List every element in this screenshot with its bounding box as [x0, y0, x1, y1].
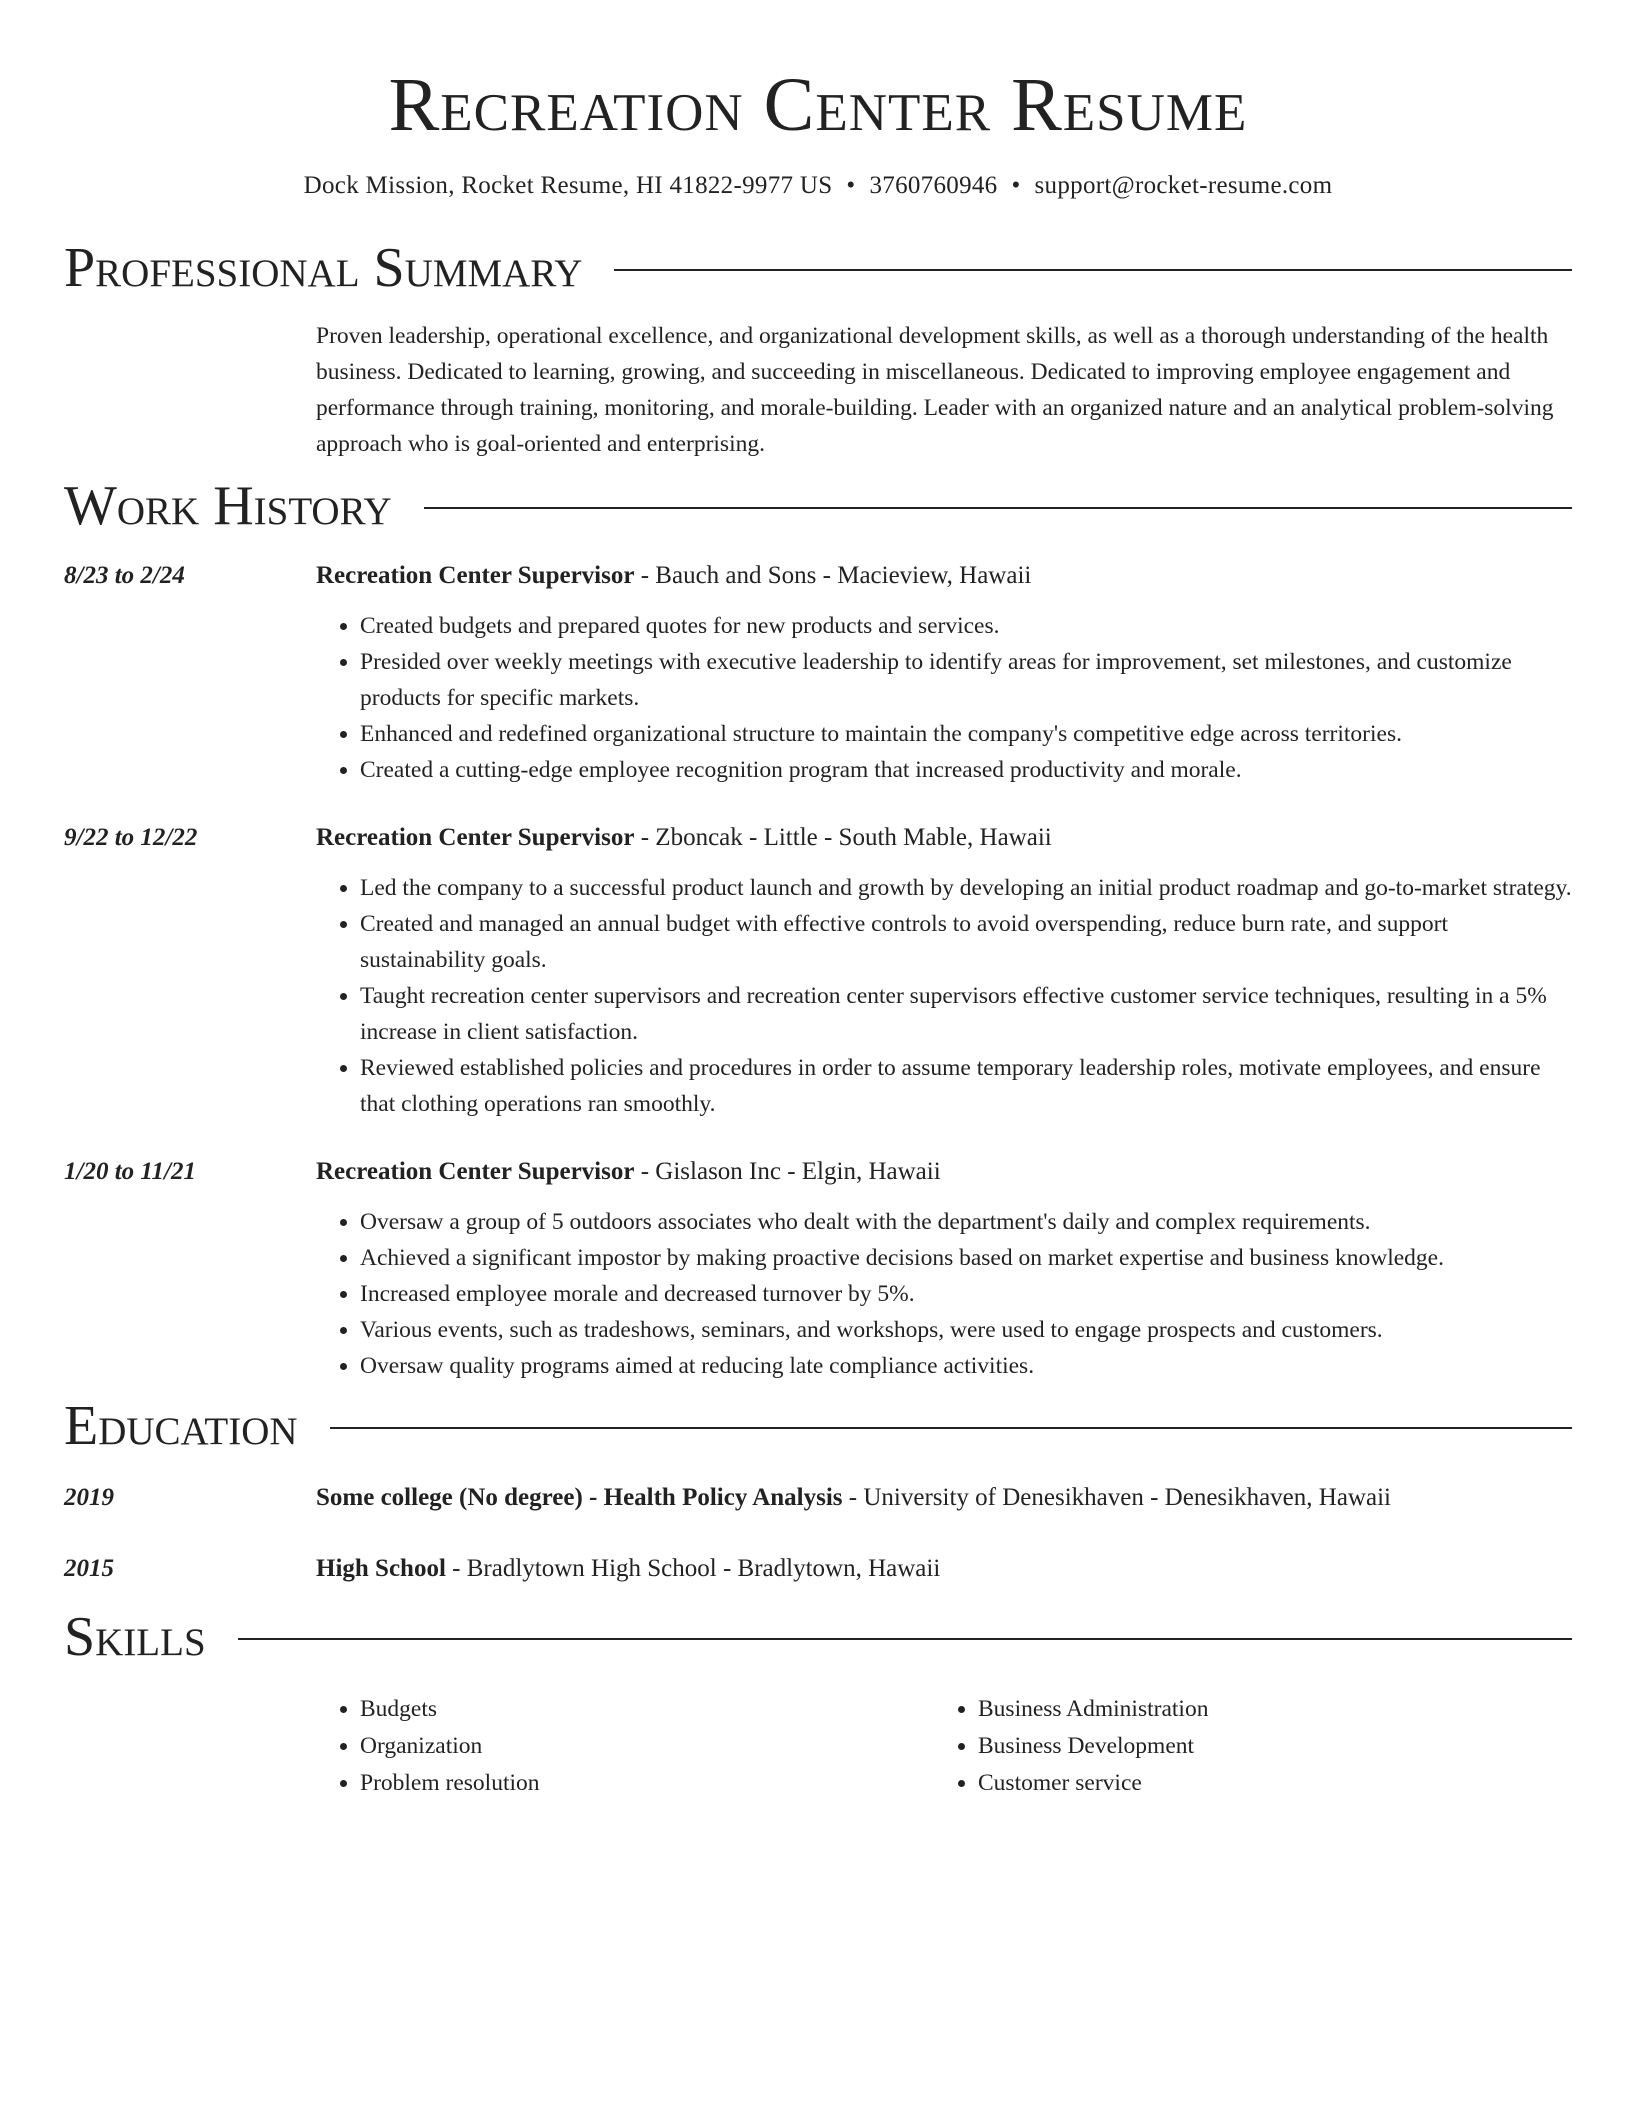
job-role: Recreation Center Supervisor	[316, 1158, 635, 1185]
skills-column-left	[316, 1691, 934, 1802]
education-details	[316, 1551, 1572, 1587]
section-divider	[614, 269, 1572, 271]
job-bullet: • Led the company to a successful product launch and growth by developing an initial product roadmap and go-to-market strategy.	[360, 870, 1572, 906]
job-bullet: • Oversaw a group of 5 outdoors associates who dealt with the department's daily and complex requirements.	[360, 1204, 1572, 1240]
skills-list	[316, 1691, 1572, 1802]
education-degree: High School	[316, 1555, 446, 1582]
job-bullet: • Oversaw quality programs aimed at reducing late compliance activities.	[360, 1348, 1572, 1384]
skills-section-title: Skills	[64, 1606, 206, 1668]
skill-item: • Budgets	[360, 1691, 934, 1728]
education-entry	[64, 1480, 1572, 1516]
skill-item: • Problem resolution	[360, 1765, 934, 1802]
job-bullets	[316, 1204, 1572, 1384]
section-divider	[330, 1427, 1572, 1429]
education-section-title: Education	[64, 1395, 298, 1457]
job-bullet: • Increased employee morale and decreased turnover by 5%.	[360, 1276, 1572, 1312]
job-heading	[316, 558, 1572, 594]
job-bullet: • Created budgets and prepared quotes for new products and services.	[360, 608, 1572, 644]
section-divider	[424, 507, 1572, 509]
job-bullets	[316, 608, 1572, 788]
job-entry	[64, 558, 1572, 788]
job-role: Recreation Center Supervisor	[316, 562, 635, 589]
job-bullet: • Various events, such as tradeshows, seminars, and workshops, were used to engage prospects and customers.	[360, 1312, 1572, 1348]
contact-separator: •	[1011, 172, 1021, 199]
education-details	[316, 1480, 1572, 1516]
section-divider	[238, 1638, 1572, 1640]
contact-email: support@rocket-resume.com	[1034, 172, 1333, 199]
job-bullet: • Enhanced and redefined organizational structure to maintain the company's competitive edge across territories.	[360, 716, 1572, 752]
education-entry	[64, 1551, 1572, 1587]
education-school: - Bradlytown High School - Bradlytown, Hawaii	[445, 1555, 941, 1582]
resume-page	[64, 0, 1572, 1802]
job-company: - Zboncak - Little - South Mable, Hawaii	[634, 824, 1052, 851]
skills-section-header	[64, 1605, 1572, 1669]
job-heading	[316, 820, 1572, 856]
contact-separator: •	[846, 172, 856, 199]
job-company: - Gislason Inc - Elgin, Hawaii	[634, 1158, 941, 1185]
job-company: - Bauch and Sons - Macieview, Hawaii	[634, 562, 1032, 589]
job-bullet: • Presided over weekly meetings with executive leadership to identify areas for improvement, set milestones, and customize products for specific markets.	[360, 644, 1572, 716]
job-entry	[64, 1154, 1572, 1384]
work-section-title: Work History	[64, 475, 392, 537]
job-bullet: • Taught recreation center supervisors and recreation center supervisors effective customer service techniques, resulting in a 5% increase in client satisfaction.	[360, 978, 1572, 1050]
education-year: 2015	[64, 1555, 114, 1582]
job-details	[316, 1154, 1572, 1384]
education-year: 2019	[64, 1484, 114, 1511]
work-section-header	[64, 474, 1572, 538]
education-section-header	[64, 1394, 1572, 1458]
skills-column-right	[934, 1691, 1552, 1802]
job-bullet: • Created and managed an annual budget with effective controls to avoid overspending, reduce burn rate, and support sustainability goals.	[360, 906, 1572, 978]
summary-text: Proven leadership, operational excellence, and organizational development skills, as well as a thorough understanding of the health business. Dedicated to learning, growing, and succeeding in miscellaneous. Dedicated to improving employee engagement and performance through training, monitoring, and morale-building. Leader with an organized nature and an analytical problem-solving approach who is goal-oriented and enterprising.	[316, 323, 1554, 457]
job-dates: 1/20 to 11/21	[64, 1158, 196, 1185]
education-school: - University of Denesikhaven - Denesikhaven, Hawaii	[842, 1484, 1391, 1511]
skill-item: • Business Development	[978, 1728, 1552, 1765]
skill-item: • Business Administration	[978, 1691, 1552, 1728]
job-bullets	[316, 870, 1572, 1122]
job-heading	[316, 1154, 1572, 1190]
skill-item: • Customer service	[978, 1765, 1552, 1802]
job-bullet: • Reviewed established policies and procedures in order to assume temporary leadership roles, motivate employees, and ensure that clothing operations ran smoothly.	[360, 1050, 1572, 1122]
job-role: Recreation Center Supervisor	[316, 824, 635, 851]
contact-line	[64, 170, 1572, 202]
education-degree: Some college (No degree) - Health Policy Analysis	[316, 1484, 843, 1511]
contact-phone: 3760760946	[869, 172, 998, 199]
job-details	[316, 820, 1572, 1122]
job-dates: 8/23 to 2/24	[64, 562, 185, 589]
summary-section-header	[64, 236, 1572, 300]
job-details	[316, 558, 1572, 788]
job-entry	[64, 820, 1572, 1122]
job-bullet: • Achieved a significant impostor by making proactive decisions based on market expertise and business knowledge.	[360, 1240, 1572, 1276]
contact-address: Dock Mission, Rocket Resume, HI 41822-9977 US	[303, 172, 833, 199]
resume-title: Recreation Center Resume	[388, 63, 1248, 147]
job-dates: 9/22 to 12/22	[64, 824, 198, 851]
job-bullet: • Created a cutting-edge employee recognition program that increased productivity and morale.	[360, 752, 1572, 788]
summary-section-title: Professional Summary	[64, 237, 583, 299]
skill-item: • Organization	[360, 1728, 934, 1765]
